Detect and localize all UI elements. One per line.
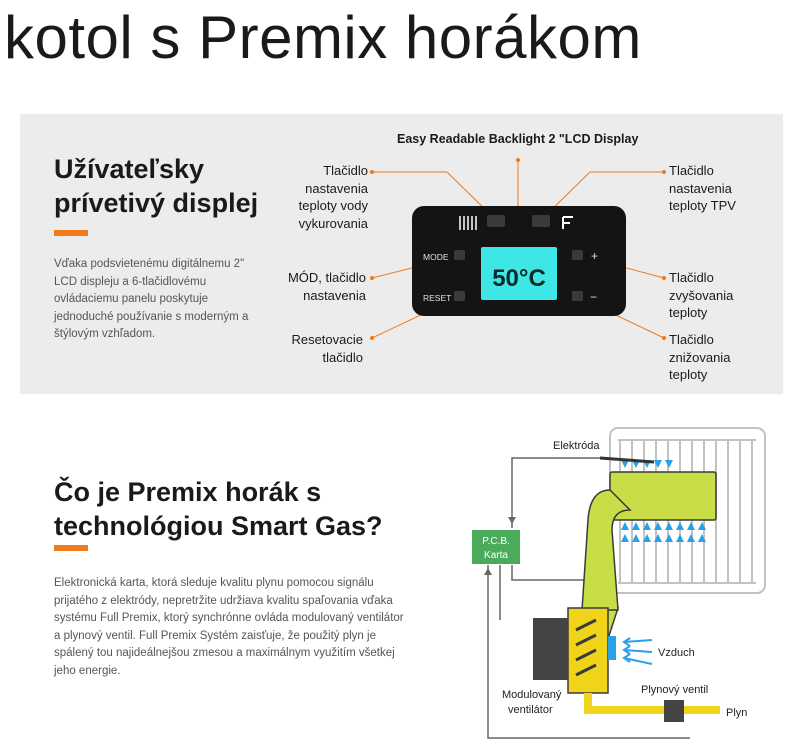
callout-decrease: Tlačidlo znižovania teploty bbox=[669, 332, 731, 382]
display-heading-line-2: prívetivý displej bbox=[54, 188, 259, 218]
plus-button[interactable] bbox=[572, 250, 583, 260]
callout-dhw-temp: Tlačidlo nastavenia teploty TPV bbox=[669, 163, 736, 213]
fan-label-line-2: ventilátor bbox=[508, 704, 553, 716]
reset-label: RESET bbox=[423, 293, 452, 303]
gas-valve bbox=[664, 700, 684, 722]
premix-accent-bar bbox=[54, 545, 88, 551]
premix-heading-line-2: technológiou Smart Gas? bbox=[54, 511, 383, 541]
minus-button[interactable] bbox=[572, 291, 583, 301]
air-arrows bbox=[624, 638, 652, 664]
display-description: Vďaka podsvietenému digitálnemu 2" LCD displeju a 6-tlačidlovému ovládaciemu panelu poskytuje jednoduché používanie s moderným a štýlovým vzhľadom. bbox=[54, 258, 249, 340]
callout-reset: Resetovacie tlačidlo bbox=[291, 332, 363, 365]
modulating-fan bbox=[533, 618, 568, 680]
mode-label: MODE bbox=[423, 252, 449, 262]
mode-button[interactable] bbox=[454, 250, 465, 260]
lcd-reading: 50°C bbox=[492, 265, 546, 292]
display-heading-line-1: Užívateľsky bbox=[54, 154, 204, 184]
electrode-label: Elektróda bbox=[553, 440, 600, 452]
callout-heating-temp: Tlačidlo nastavenia teploty vody vykurovania bbox=[298, 163, 368, 231]
air-label: Vzduch bbox=[658, 647, 695, 659]
venturi-housing bbox=[568, 608, 608, 693]
lcd-title: Easy Readable Backlight 2 "LCD Display bbox=[397, 132, 639, 146]
burner-head bbox=[610, 472, 716, 520]
callout-mode: MÓD, tlačidlo nastavenia bbox=[287, 270, 366, 303]
pcb-label-line-2: Karta bbox=[484, 550, 508, 561]
electrode bbox=[600, 458, 654, 462]
gas-label: Plyn bbox=[726, 707, 748, 719]
minus-label: − bbox=[590, 290, 598, 304]
plus-label: + bbox=[591, 249, 599, 263]
premix-heading-line-1: Čo je Premix horák s bbox=[54, 477, 322, 507]
callout-increase: Tlačidlo zvyšovania teploty bbox=[669, 270, 734, 320]
fan-label-line-1: Modulovaný bbox=[502, 689, 562, 701]
reset-button[interactable] bbox=[454, 291, 465, 301]
heating-temp-button[interactable] bbox=[487, 215, 505, 227]
gas-valve-label: Plynový ventil bbox=[641, 684, 709, 696]
air-intake bbox=[608, 636, 616, 660]
page-title: kotol s Premix horákom bbox=[4, 4, 642, 71]
premix-heading bbox=[54, 475, 383, 543]
pcb-label-line-1: P.C.B. bbox=[482, 536, 510, 547]
dhw-temp-button[interactable] bbox=[532, 215, 550, 227]
premix-description: Elektronická karta, ktorá sleduje kvalitu plynu pomocou signálu prijatého z elektródy, nepretržite udržiava kvalitu spaľovania vďaka systému Full Premix, ktorý synchrónne ovláda modulovaný ventilátor a plynový ventil. Full Premix Systém zaisťuje, že použitý plyn je spálený tou najideálnejšou zmesou a maximálnym využitím všetkej jeho energie. bbox=[54, 577, 404, 677]
premix-burner-diagram bbox=[440, 420, 800, 750]
